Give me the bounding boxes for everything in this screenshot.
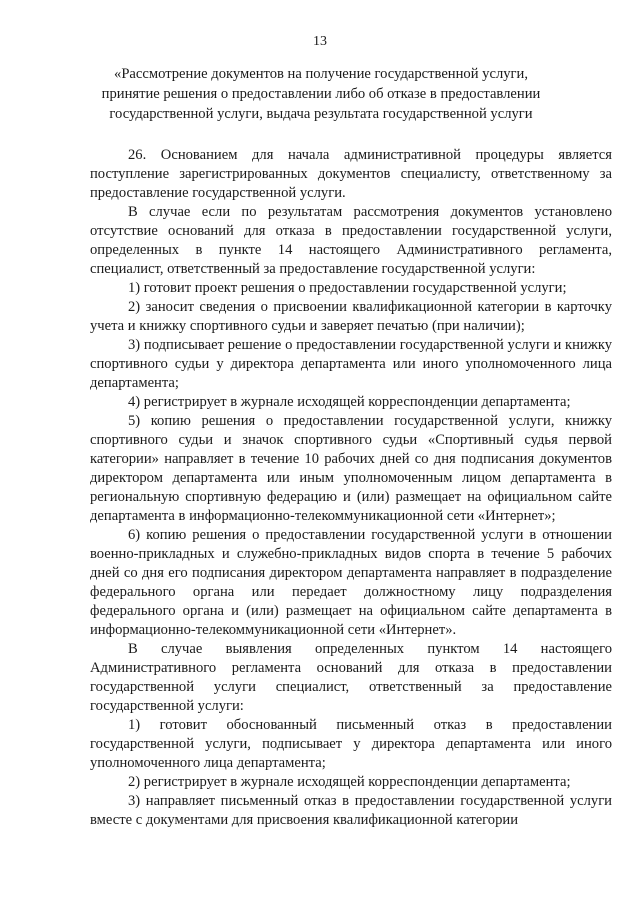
section-heading: «Рассмотрение документов на получение государственной услуги, принятие решения о предоставлении либо об отказе в предоставлении государственной услуги, выдача результата государственной услуги (101, 66, 541, 122)
body-text (90, 146, 612, 830)
paragraph-26: 26. Основанием для начала административной процедуры является поступление зарегистрированных документов специалисту, ответственному за предоставление государственной услуги. (90, 147, 612, 201)
list-item-2-enter-information: 2) заносит сведения о присвоении квалификационной категории в карточку учета и книжку спортивного судьи и заверяет печатью (при наличии); (90, 299, 612, 334)
list-item-6-military-sports: 6) копию решения о предоставлении государственной услуги в отношении военно-прикладных и служебно-прикладных видов спорта в течение 5 рабочих дней со дня его подписания директором департамента направляет в подразделение федерального органа или передает должностному лицу подразделения федерального органа и (или) размещает на официальном сайте департамента в информационно-телекоммуникационной сети «Интернет». (90, 527, 612, 638)
list-item-5-send-copy: 5) копию решения о предоставлении государственной услуги, книжку спортивного судьи и значок спортивного судьи «Спортивный судья первой категории» направляет в течение 10 рабочих дней со дня подписания документов директором департамента или иным уполномоченным лицом департамента в региональную спортивную федерацию и (или) размещает на официальном сайте департамента в информационно-телекоммуникационной сети «Интернет»; (90, 413, 612, 524)
list-item-4-register: 4) регистрирует в журнале исходящей корреспонденции департамента; (128, 394, 571, 410)
refusal-item-1-prepare-refusal: 1) готовит обоснованный письменный отказ в предоставлении государственной услуги, подписывает у директора департамента или иного уполномоченного лица департамента; (90, 717, 612, 771)
page-number: 13 (313, 34, 327, 49)
list-item-3-sign-decision: 3) подписывает решение о предоставлении государственной услуги и книжку спортивного судьи у директора департамента или иного уполномоченного лица департамента; (90, 337, 612, 391)
paragraph-refusal-grounds: В случае выявления определенных пунктом 14 настоящего Административного регламента оснований для отказа в предоставлении государственной услуги специалист, ответственный за предоставление государственной услуги: (90, 641, 612, 714)
paragraph-no-grounds-for-refusal: В случае если по результатам рассмотрения документов установлено отсутствие оснований для отказа в предоставлении государственной услуги, определенных в пункте 14 настоящего Административного регламента, специалист, ответственный за предоставление государственной услуги: (90, 204, 612, 277)
refusal-item-3-send-refusal: 3) направляет письменный отказ в предоставлении государственной услуги вместе с документами для присвоения квалификационной категории (90, 793, 612, 828)
list-item-1-prepare-draft: 1) готовит проект решения о предоставлении государственной услуги; (128, 280, 567, 296)
refusal-item-2-register: 2) регистрирует в журнале исходящей корреспонденции департамента; (128, 774, 571, 790)
